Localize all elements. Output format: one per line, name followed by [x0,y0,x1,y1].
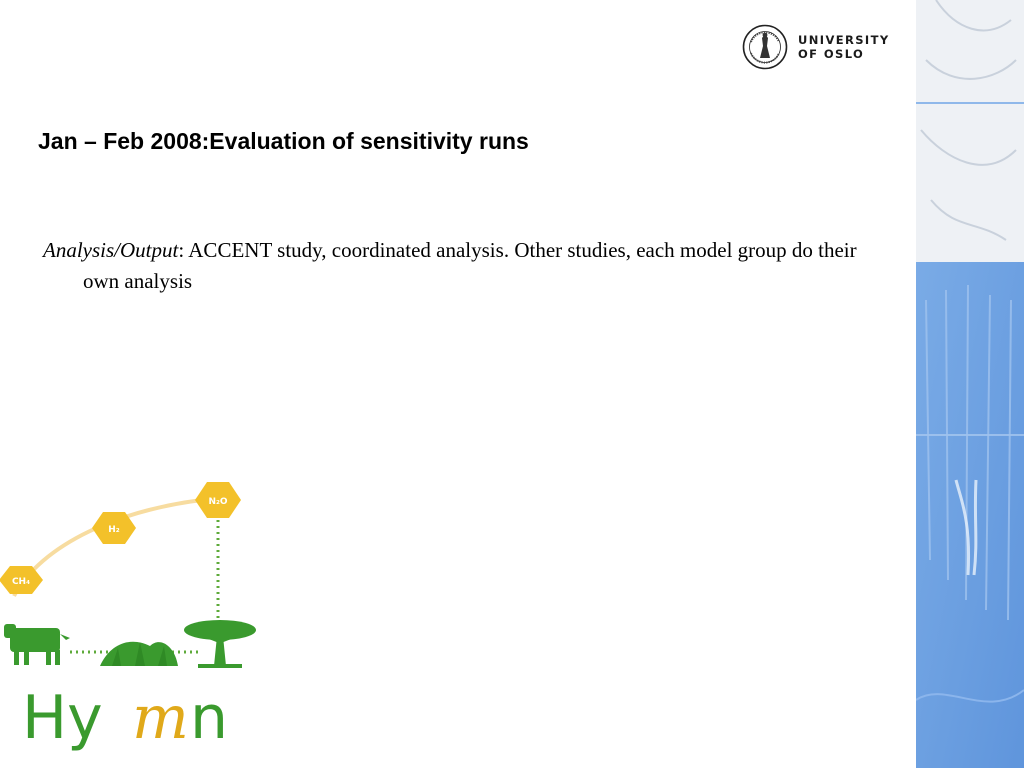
hymn-word-part2: m [132,683,189,753]
h2-label: H₂ [108,525,120,535]
tree-icon [184,620,256,668]
university-seal-icon [742,24,788,70]
ch4-label: CH₄ [11,577,31,587]
hymn-word-part1: Hy [22,683,103,753]
n2o-label: N₂O [208,497,228,507]
body-label: Analysis/Output [43,238,179,262]
n2o-hexagon-icon [195,482,241,518]
university-name-line2: OF OSLO [798,47,865,61]
body-paragraph [43,235,893,297]
body-text: : ACCENT study, coordinated analysis. Other studies, each model group do their own analysis [83,238,857,293]
slide-title: Jan – Feb 2008:Evaluation of sensitivity runs [38,128,529,154]
decorative-side-strip [916,0,1024,768]
grass-icon [100,642,178,666]
university-name [798,33,890,61]
hymn-word-part3: n [190,683,229,753]
ch4-hexagon-icon [0,566,43,594]
cow-icon [4,624,70,665]
university-name-line1: UNIVERSITY [798,33,890,47]
university-logo [742,22,890,72]
hymn-wordmark [22,683,228,753]
hymn-logo [0,476,280,766]
